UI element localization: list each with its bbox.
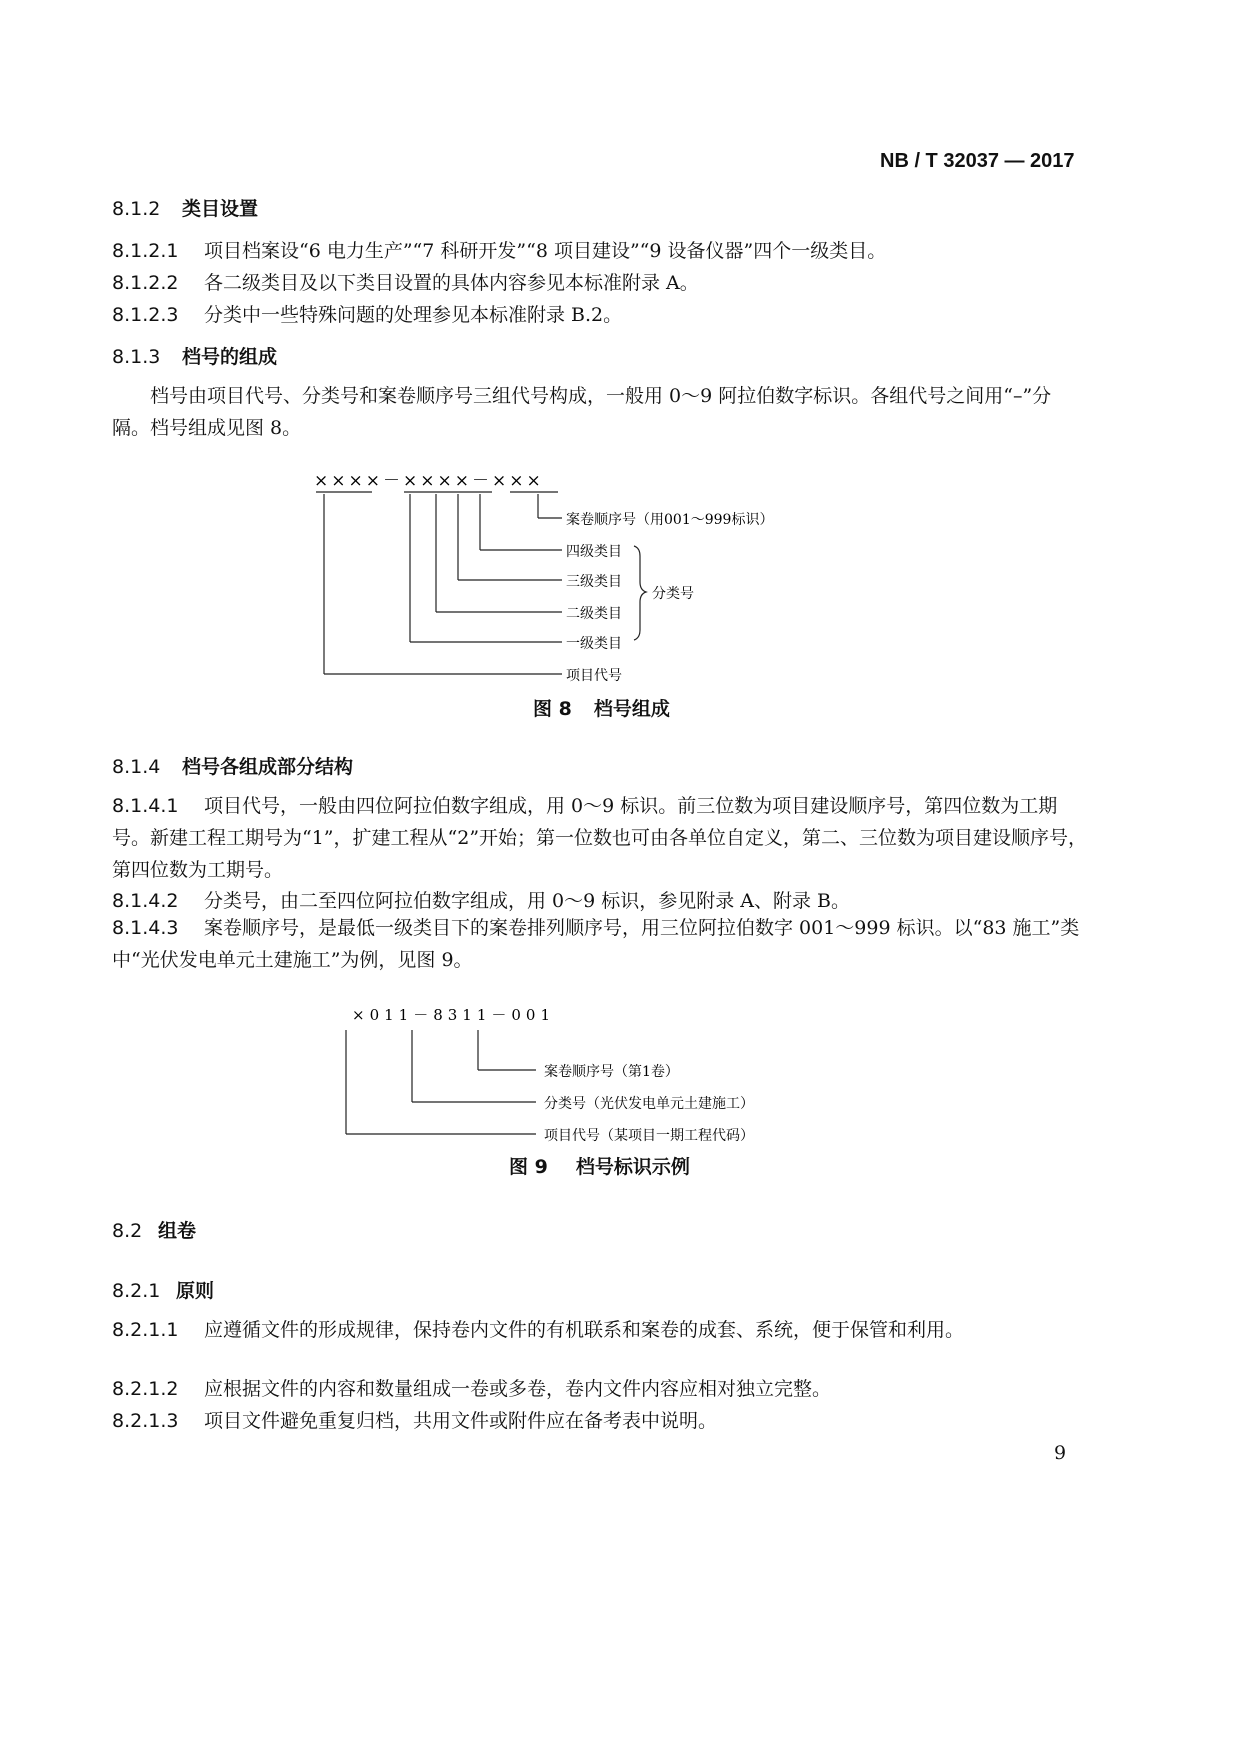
fig9-label-project: 项目代号（某项目一期工程代码） bbox=[544, 1128, 754, 1144]
heading-8-1-2: 8.1.2 类目设置 bbox=[112, 198, 259, 220]
heading-8-1-4: 8.1.4 档号各组成部分结构 bbox=[112, 756, 354, 778]
clause-8-2-1-2: 8.2.1.2 应根据文件的内容和数量组成一卷或多卷，卷内文件内容应相对独立完整。 bbox=[112, 1378, 832, 1400]
fig9-label-case: 案卷顺序号（第1卷） bbox=[544, 1064, 679, 1080]
heading-8-2-1: 8.2.1 原则 bbox=[112, 1280, 215, 1302]
fig8-label-l3: 三级类目 bbox=[566, 574, 622, 590]
clause-8-1-2-1: 8.1.2.1 项目档案设“6 电力生产”“7 科研开发”“8 项目建设”“9 设备仪器”四个一级类目。 bbox=[112, 240, 887, 262]
clause-8-1-4-1: 8.1.4.1 项目代号，一般由四位阿拉伯数字组成，用 0～9 标识。前三位数为项目建设顺序号，第四位数为工期号。新建工程工期号为“1”，扩建工程从“2”开始；第一位数也可由各单位自定义，第二、三位数为项目建设顺序号，第四位数为工期号。 bbox=[112, 795, 1088, 881]
page-number: 9 bbox=[1054, 1442, 1067, 1464]
fig9-code: ×011－8311－001 bbox=[352, 1006, 556, 1024]
fig8-label-group: 分类号 bbox=[652, 586, 694, 602]
fig8-label-case: 案卷顺序号（用001～999标识） bbox=[566, 512, 774, 528]
fig8-label-l1: 一级类目 bbox=[566, 636, 622, 652]
clause-8-1-2-2: 8.1.2.2 各二级类目及以下类目设置的具体内容参见本标准附录 A。 bbox=[112, 272, 699, 294]
paragraph-8-1-3: 档号由项目代号、分类号和案卷顺序号三组代号构成，一般用 0～9 阿拉伯数字标识。各组代号之间用“–”分隔。档号组成见图 8。 bbox=[112, 385, 1052, 439]
figure-8-caption: 图 8 档号组成 bbox=[533, 698, 670, 720]
fig8-label-l4: 四级类目 bbox=[566, 544, 622, 560]
figure-8-diagram bbox=[300, 470, 820, 690]
figure-9-diagram bbox=[340, 996, 800, 1148]
clause-8-1-4-3: 8.1.4.3 案卷顺序号，是最低一级类目下的案卷排列顺序号，用三位阿拉伯数字 001～999 标识。以“83 施工”类中“光伏发电单元土建施工”为例，见图 9。 bbox=[112, 917, 1080, 971]
figure-9-caption: 图 9 档号标识示例 bbox=[509, 1156, 690, 1178]
standard-number: NB / T 32037 — 2017 bbox=[880, 150, 1075, 172]
clause-8-1-2-3: 8.1.2.3 分类中一些特殊问题的处理参见本标准附录 B.2。 bbox=[112, 304, 623, 326]
fig9-label-class: 分类号（光伏发电单元土建施工） bbox=[544, 1096, 754, 1112]
fig8-code: ××××－××××－××× bbox=[314, 471, 544, 491]
clause-8-1-4-2: 8.1.4.2 分类号，由二至四位阿拉伯数字组成，用 0～9 标识，参见附录 A、附录 B。 bbox=[112, 890, 851, 912]
fig8-label-project: 项目代号 bbox=[566, 668, 622, 684]
clause-8-2-1-3: 8.2.1.3 项目文件避免重复归档，共用文件或附件应在备考表中说明。 bbox=[112, 1410, 718, 1432]
clause-8-2-1-1: 8.2.1.1 应遵循文件的形成规律，保持卷内文件的有机联系和案卷的成套、系统，便于保管和利用。 bbox=[112, 1319, 965, 1341]
heading-8-1-3: 8.1.3 档号的组成 bbox=[112, 346, 278, 368]
fig8-label-l2: 二级类目 bbox=[566, 606, 622, 622]
heading-8-2: 8.2 组卷 bbox=[112, 1220, 197, 1242]
